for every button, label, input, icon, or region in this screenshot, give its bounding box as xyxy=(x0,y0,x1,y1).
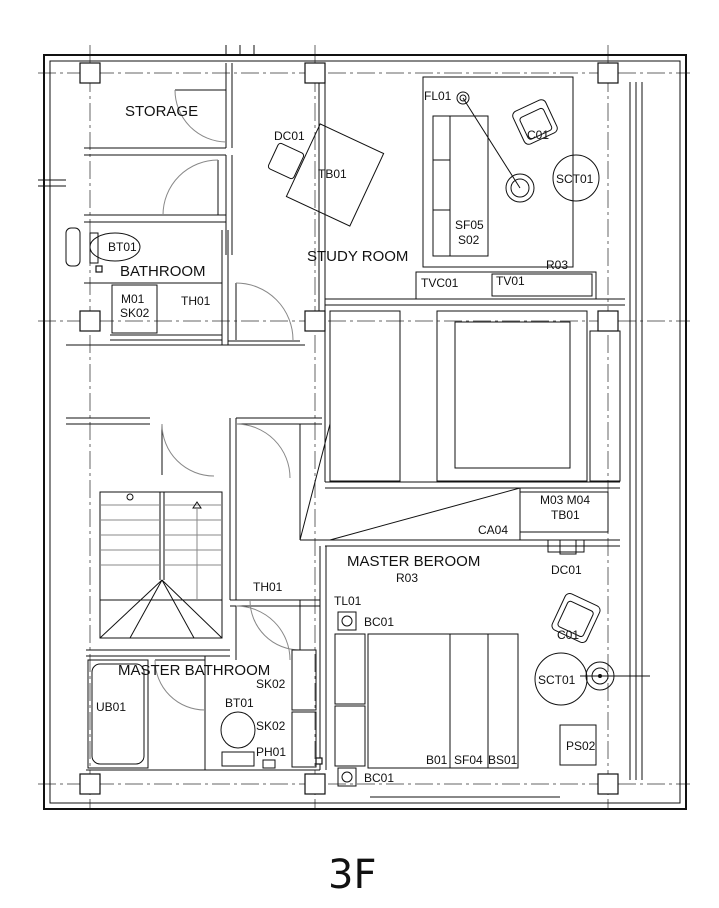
tag-r03-master: R03 xyxy=(396,571,419,585)
annotation-tags xyxy=(96,89,596,785)
tag-c01-master: C01 xyxy=(557,628,580,642)
tag-bs01: BS01 xyxy=(488,753,518,767)
tag-fl01: FL01 xyxy=(424,89,452,103)
tag-tl01: TL01 xyxy=(334,594,362,608)
room-labels xyxy=(118,103,480,679)
tag-sk02-mb1: SK02 xyxy=(256,677,286,691)
room-label-master-bedroom: MASTER BEROOM xyxy=(347,553,481,570)
stairs xyxy=(100,492,222,638)
tag-tvc01: TVC01 xyxy=(421,276,459,290)
tag-bt01-mb: BT01 xyxy=(225,696,254,710)
tag-tb01-master: TB01 xyxy=(551,508,580,522)
floor-level-label: 3F xyxy=(328,852,377,898)
room-label-study: STUDY ROOM xyxy=(307,248,409,265)
tag-m01: M01 xyxy=(121,292,145,306)
tag-c01: C01 xyxy=(527,128,550,142)
room-label-bathroom: BATHROOM xyxy=(120,263,206,280)
tag-th01: TH01 xyxy=(181,294,211,308)
tag-sf05: SF05 xyxy=(455,218,484,232)
tag-ub01: UB01 xyxy=(96,700,127,714)
tag-bc01-top: BC01 xyxy=(364,615,395,629)
tag-r03: R03 xyxy=(546,258,569,272)
axis-grid xyxy=(38,45,690,810)
tag-b01: B01 xyxy=(426,753,448,767)
tag-dc01-master: DC01 xyxy=(551,563,582,577)
tag-sk02: SK02 xyxy=(120,306,150,320)
tag-th01-master: TH01 xyxy=(253,580,283,594)
tag-ca04: CA04 xyxy=(478,523,509,537)
tag-s02: S02 xyxy=(458,233,480,247)
tag-dc01: DC01 xyxy=(274,129,305,143)
tag-sf04: SF04 xyxy=(454,753,483,767)
tag-m03-m04: M03 M04 xyxy=(540,493,591,507)
tag-ph01: PH01 xyxy=(256,745,287,759)
tag-bt01: BT01 xyxy=(108,240,137,254)
room-label-storage: STORAGE xyxy=(125,103,199,120)
tag-tb01: TB01 xyxy=(318,167,347,181)
tag-sct01-master: SCT01 xyxy=(538,673,576,687)
room-label-master-bathroom: MASTER BATHROOM xyxy=(118,662,271,679)
tag-tv01: TV01 xyxy=(496,274,525,288)
doors xyxy=(155,90,300,710)
tag-sct01: SCT01 xyxy=(556,172,594,186)
closet-grid xyxy=(330,311,620,481)
tag-sk02-mb2: SK02 xyxy=(256,719,286,733)
tag-bc01-bottom: BC01 xyxy=(364,771,395,785)
tag-ps02: PS02 xyxy=(566,739,596,753)
